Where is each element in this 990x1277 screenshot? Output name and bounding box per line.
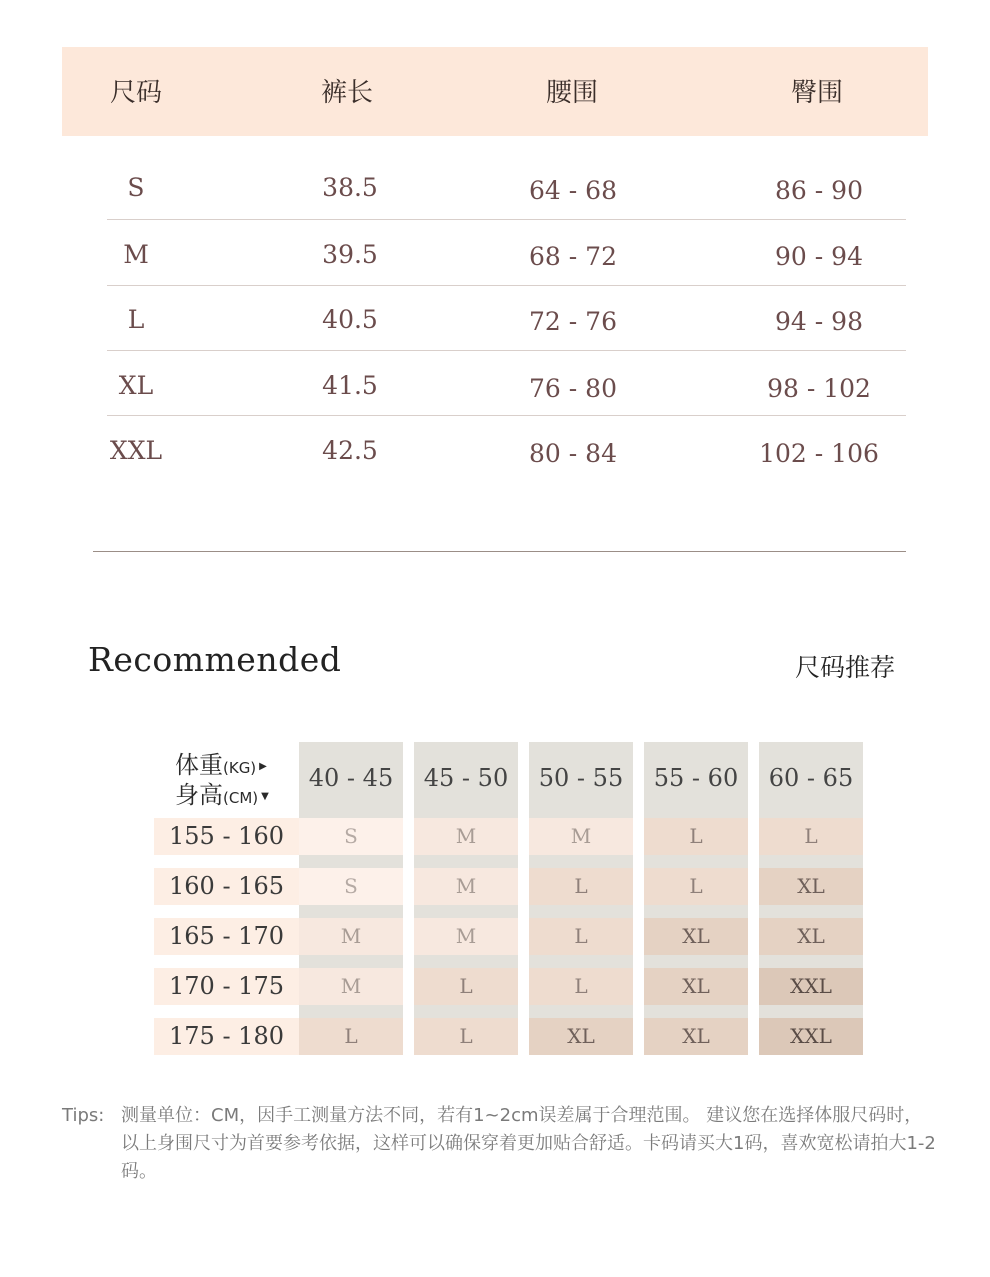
recommended-size-cell: L xyxy=(414,968,518,1005)
table-row xyxy=(0,158,990,223)
cell-hip: 94 - 98 xyxy=(775,307,863,336)
height-range-label: 160 - 165 xyxy=(154,868,299,905)
recommended-size-cell: L xyxy=(529,918,633,955)
table-row xyxy=(0,356,990,421)
row-divider xyxy=(107,285,906,286)
table-row xyxy=(0,421,990,486)
recommended-size-cell: XL xyxy=(759,868,863,905)
cell-length: 38.5 xyxy=(322,173,378,202)
height-range-label: 165 - 170 xyxy=(154,918,299,955)
cell-waist: 76 - 80 xyxy=(529,374,617,403)
row-divider xyxy=(107,350,906,351)
cell-size: S xyxy=(127,173,145,202)
height-range-label: 155 - 160 xyxy=(154,818,299,855)
cell-size: L xyxy=(127,305,145,334)
recommended-title: Recommended xyxy=(88,640,342,679)
height-label: 身高 xyxy=(175,781,223,809)
recommended-size-cell: M xyxy=(529,818,633,855)
weight-range-header: 60 - 65 xyxy=(768,764,854,792)
header-waist: 腰围 xyxy=(546,78,599,108)
header-size: 尺码 xyxy=(110,78,163,108)
cell-hip: 86 - 90 xyxy=(775,176,863,205)
tips-label: Tips: xyxy=(62,1105,105,1126)
weight-unit: (KG) xyxy=(223,759,257,777)
recommended-size-cell: L xyxy=(644,818,748,855)
recommended-size-cell: L xyxy=(644,868,748,905)
recommended-size-cell: L xyxy=(529,968,633,1005)
recommended-size-cell: XL xyxy=(644,918,748,955)
cell-length: 39.5 xyxy=(322,240,378,269)
recommended-size-cell: XL xyxy=(759,918,863,955)
height-range-label: 170 - 175 xyxy=(154,968,299,1005)
height-unit: (CM) xyxy=(223,789,259,807)
recommended-size-cell: XL xyxy=(644,1018,748,1055)
table-row xyxy=(0,225,990,290)
header-hip: 臀围 xyxy=(791,78,844,108)
weight-range-header: 50 - 55 xyxy=(538,764,624,792)
recommended-size-cell: L xyxy=(299,1018,403,1055)
recommended-size-cell: M xyxy=(299,968,403,1005)
cell-waist: 80 - 84 xyxy=(529,439,617,468)
triangle-down-icon: ▼ xyxy=(261,790,269,802)
tips-text: 测量单位：CM，因手工测量方法不同，若有1~2cm误差属于合理范围。 建议您在选择体服尺码时，以上身围尺寸为首要参考依据，这样可以确保穿着更加贴合舒适。卡码请买大1码，喜欢宽松请拍大1-2码。 xyxy=(121,1105,936,1182)
recommended-size-cell: XL xyxy=(529,1018,633,1055)
height-axis-label xyxy=(175,775,269,810)
cell-length: 41.5 xyxy=(322,371,378,400)
triangle-right-icon: ▶ xyxy=(259,760,267,772)
recommended-size-cell: XXL xyxy=(759,1018,863,1055)
section-divider xyxy=(93,551,906,552)
cell-length: 42.5 xyxy=(322,436,378,465)
weight-range-header: 40 - 45 xyxy=(308,764,394,792)
recommended-size-cell: M xyxy=(414,918,518,955)
weight-range-header: 55 - 60 xyxy=(653,764,739,792)
recommended-size-cell: M xyxy=(299,918,403,955)
table-row xyxy=(0,290,990,355)
recommended-size-cell: M xyxy=(414,868,518,905)
recommended-size-cell: S xyxy=(299,868,403,905)
cell-hip: 90 - 94 xyxy=(775,242,863,271)
recommended-size-cell: XXL xyxy=(759,968,863,1005)
cell-size: M xyxy=(123,240,149,269)
recommended-size-cell: M xyxy=(414,818,518,855)
cell-waist: 72 - 76 xyxy=(529,307,617,336)
weight-range-header: 45 - 50 xyxy=(423,764,509,792)
height-range-label: 175 - 180 xyxy=(154,1018,299,1055)
cell-length: 40.5 xyxy=(322,305,378,334)
row-divider xyxy=(107,219,906,220)
cell-waist: 64 - 68 xyxy=(529,176,617,205)
recommended-size-cell: L xyxy=(414,1018,518,1055)
cell-size: XXL xyxy=(109,436,163,465)
size-table-header xyxy=(62,47,928,136)
recommended-subtitle: 尺码推荐 xyxy=(795,653,896,682)
row-divider xyxy=(107,415,906,416)
recommended-size-cell: XL xyxy=(644,968,748,1005)
recommended-size-cell: S xyxy=(299,818,403,855)
recommended-size-cell: L xyxy=(529,868,633,905)
cell-hip: 98 - 102 xyxy=(767,374,871,403)
cell-waist: 68 - 72 xyxy=(529,242,617,271)
weight-label: 体重 xyxy=(175,751,223,779)
recommended-size-cell: L xyxy=(759,818,863,855)
header-length: 裤长 xyxy=(321,78,374,108)
cell-hip: 102 - 106 xyxy=(759,439,879,468)
cell-size: XL xyxy=(118,371,154,400)
